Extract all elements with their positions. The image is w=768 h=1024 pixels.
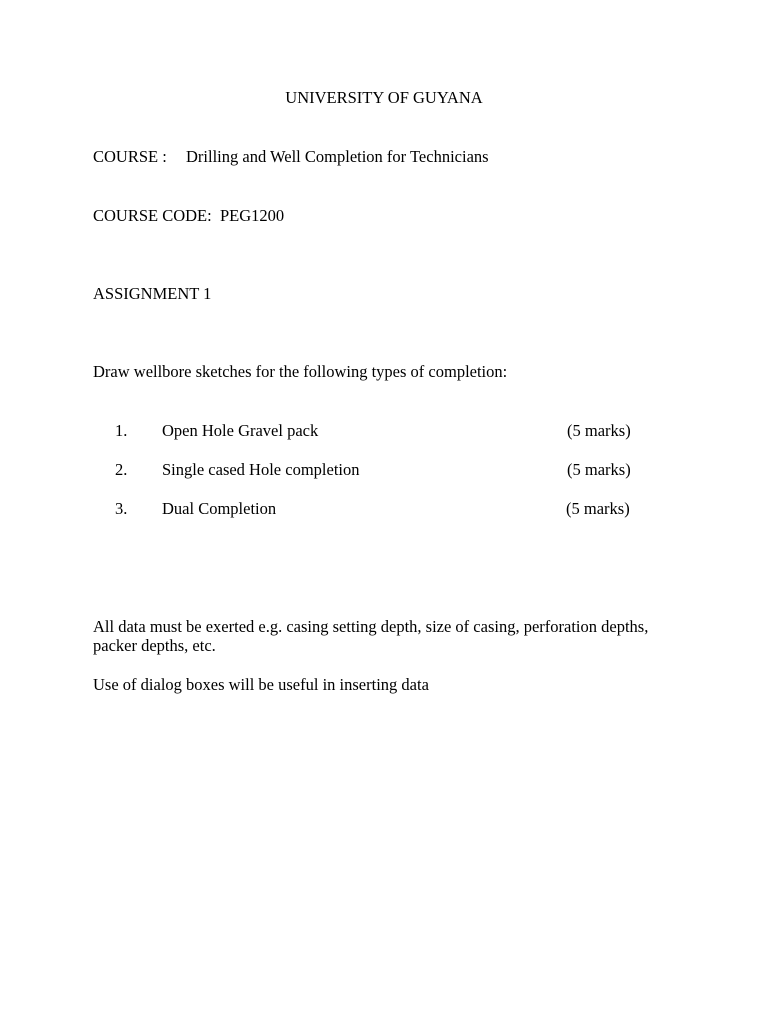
data-requirement-note: All data must be exerted e.g. casing setting depth, size of casing, perforation depths, packer depths, etc. — [93, 617, 649, 655]
course-code-label: COURSE CODE: — [93, 206, 212, 225]
task-name: Dual Completion — [162, 499, 277, 518]
task-marks: (5 marks) — [567, 421, 631, 440]
dialog-box-note: Use of dialog boxes will be useful in inserting data — [93, 675, 429, 694]
task-marks: (5 marks) — [567, 460, 631, 479]
course-code-value: PEG1200 — [219, 206, 285, 225]
task-number: 2. — [115, 460, 128, 479]
task-name: Open Hole Gravel pack — [162, 421, 319, 440]
task-item — [0, 499, 768, 519]
assignment-instruction: Draw wellbore sketches for the following types of completion: — [93, 362, 508, 381]
course-name: Drilling and Well Completion for Technicians — [186, 147, 489, 166]
university-title: UNIVERSITY OF GUYANA — [285, 88, 483, 107]
task-number: 1. — [115, 421, 128, 440]
course-label: COURSE : — [93, 147, 167, 166]
task-number: 3. — [115, 499, 128, 518]
course-line — [93, 147, 489, 166]
course-code-line — [93, 206, 284, 225]
task-name: Single cased Hole completion — [162, 460, 360, 479]
task-item — [0, 460, 768, 480]
task-item — [0, 421, 768, 441]
task-marks: (5 marks) — [566, 499, 630, 518]
assignment-heading: ASSIGNMENT 1 — [93, 284, 212, 303]
